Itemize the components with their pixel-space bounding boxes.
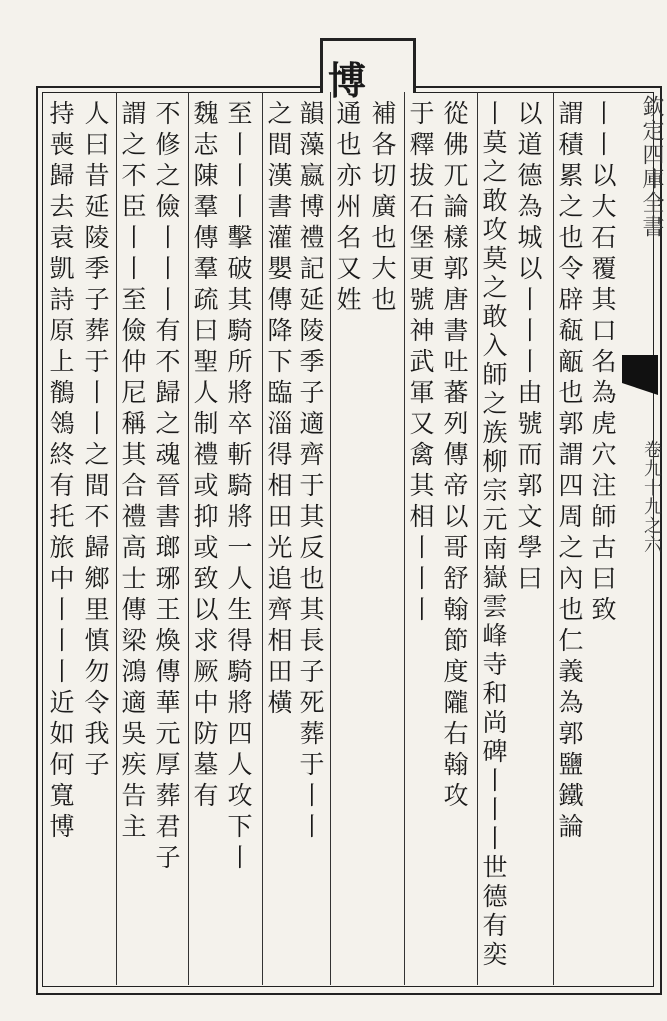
column-rule [330,92,331,985]
text-column-3: 以道德為城以丨丨丨由號而郭文學曰 [514,100,543,596]
text-column-14: 謂之不臣丨丨至儉仲尼稱其合禮高士傳梁鴻適吳疾告主 [118,100,147,844]
text-column-5: 從佛兀論樣郭唐書吐蕃列傳帝以哥舒翰節度隴右翰攻 [440,100,469,813]
column-rule [116,92,117,985]
text-column-4: 丨莫之敢攻莫之敢入師之族柳宗元南嶽雲峰寺和尚碑丨丨丨世德有奕 [479,100,508,970]
text-column-1: 丨丨以大石覆其口名為虎穴注師古曰致 [588,100,617,627]
text-column-9: 韻藻嬴博禮記延陵季子適齊于其反也其長子死葬于丨丨 [296,100,325,844]
text-column-6: 于釋拔石堡更號神武軍又禽其相丨丨丨 [406,100,435,627]
text-column-16: 持喪歸去袁凱詩原上鶺鴒終有托旅中丨丨丨近如何寬博 [46,100,75,844]
column-rule [404,92,405,985]
text-column-12: 魏志陳羣傳羣疏曰聖人制禮或抑或致以求厥中防墓有 [190,100,219,813]
margin-book-title: 欽定四庫全書 [639,95,664,239]
text-column-7: 補各切廣也大也 [368,100,397,317]
text-column-11: 至丨丨丨擊破其騎所將卒斬騎將一人生得騎將四人攻下丨 [224,100,253,875]
margin-volume-label: 卷九十九之六 [641,440,662,554]
text-column-2: 謂積累之也令辟瓻甋也郭謂四周之內也仁義為郭鹽鐵論 [555,100,584,844]
column-rule [477,92,478,985]
text-column-8: 通也亦州名又姓 [333,100,362,317]
text-column-13: 不修之儉丨丨丨有不歸之魂晉書瑯琊王煥傳華元厚葬君子 [152,100,181,875]
column-rule [262,92,263,985]
column-rule [553,92,554,985]
text-column-15: 人曰昔延陵季子葬于丨丨之間不歸鄉里慎勿令我子 [81,100,110,782]
heading-character: 博 [328,58,367,103]
text-column-10: 之間漢書灌嬰傳降下臨淄得相田光追齊相田橫 [264,100,293,720]
column-rule [188,92,189,985]
